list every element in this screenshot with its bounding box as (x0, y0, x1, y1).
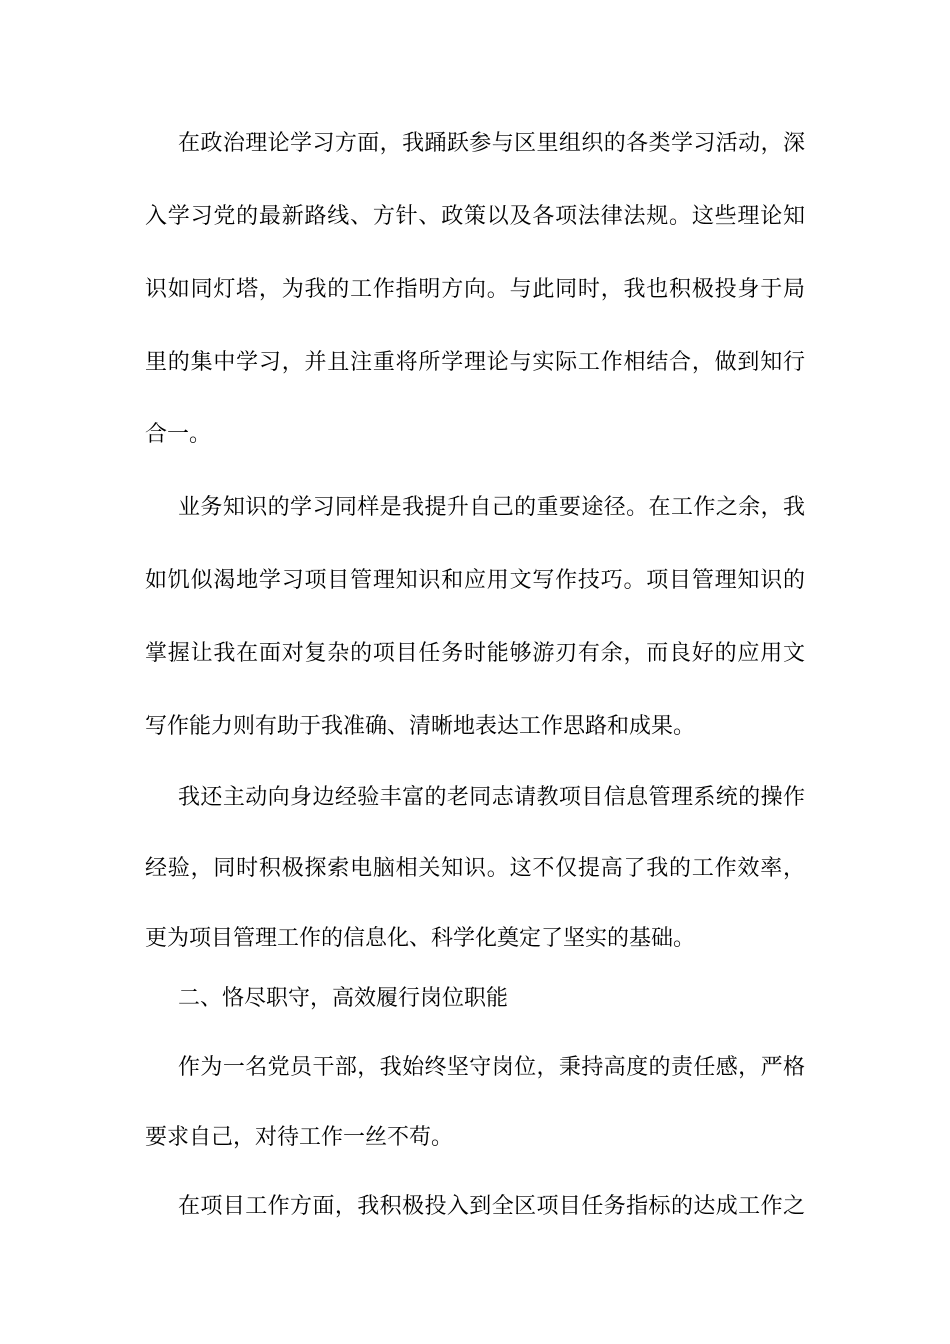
text-line: 在政治理论学习方面，我踊跃参与区里组织的各类学习活动，深 (178, 130, 805, 155)
text-line: 我还主动向身边经验丰富的老同志请教项目信息管理系统的操作 (178, 784, 805, 809)
text-line: 业务知识的学习同样是我提升自己的重要途径。在工作之余，我 (178, 494, 805, 519)
section-heading: 二、恪尽职守，高效履行岗位职能 (178, 985, 509, 1010)
text-line: 经验，同时积极探索电脑相关知识。这不仅提高了我的工作效率， (145, 855, 805, 880)
text-line: 在项目工作方面，我积极投入到全区项目任务指标的达成工作之 (178, 1193, 805, 1218)
text-line: 合一。 (145, 421, 212, 446)
text-line: 里的集中学习，并且注重将所学理论与实际工作相结合，做到知行 (145, 349, 805, 374)
document-text-area (145, 0, 805, 1344)
text-line: 要求自己，对待工作一丝不苟。 (145, 1124, 454, 1149)
text-line: 识如同灯塔，为我的工作指明方向。与此同时，我也积极投身于局 (145, 276, 805, 301)
text-line: 掌握让我在面对复杂的项目任务时能够游刃有余，而良好的应用文 (145, 640, 805, 665)
text-line: 如饥似渴地学习项目管理知识和应用文写作技巧。项目管理知识的 (145, 567, 805, 592)
text-line: 写作能力则有助于我准确、清晰地表达工作思路和成果。 (145, 713, 696, 738)
text-line: 作为一名党员干部，我始终坚守岗位，秉持高度的责任感，严格 (178, 1054, 805, 1079)
text-line: 更为项目管理工作的信息化、科学化奠定了坚实的基础。 (145, 925, 696, 950)
text-line: 入学习党的最新路线、方针、政策以及各项法律法规。这些理论知 (145, 203, 805, 228)
